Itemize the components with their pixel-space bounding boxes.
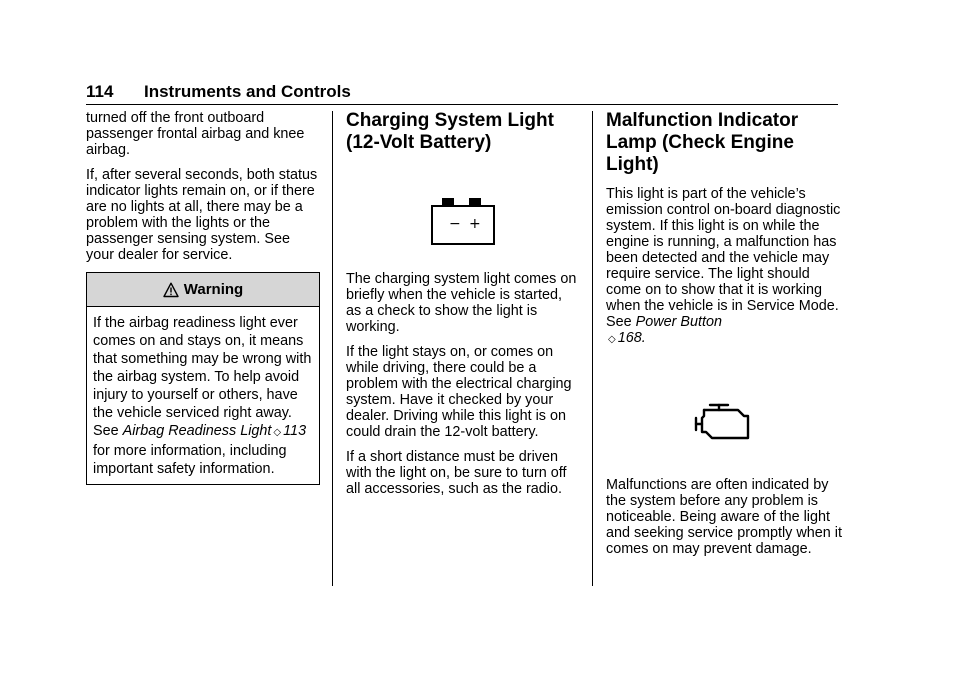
column-divider-1 xyxy=(332,111,333,586)
column-2 xyxy=(346,110,581,506)
column-3 xyxy=(606,110,842,566)
warning-text: If the airbag readiness light ever comes on and stays on, it means that something may be wrong with the airbag system. To help avoid injury to yourself or others, have the vehicle serviced right away. See xyxy=(93,315,312,439)
page-reference[interactable]: 168 xyxy=(617,330,642,346)
page-header xyxy=(86,82,838,102)
section-heading: Malfunction Indicator Lamp (Check Engine Light) xyxy=(606,110,799,175)
punctuation: . xyxy=(641,330,646,346)
warning-box xyxy=(86,272,320,485)
paragraph: Malfunctions are often indicated by the system before any problem is noticeable. Being aware of the light and seeking service promptly when it comes on may prevent damage. xyxy=(606,477,842,557)
battery-minus-symbol: − xyxy=(449,216,461,232)
paragraph: If, after several seconds, both status indicator lights remain on, or if there are no lights at all, there may be a problem with the lights or the passenger sensing system. See your dealer for service. xyxy=(86,167,318,263)
page-reference-icon: ◇ xyxy=(273,427,282,438)
paragraph: If a short distance must be driven with the light on, be sure to turn off all accessories, such as the radio. xyxy=(346,449,567,497)
battery-plus-symbol: + xyxy=(469,216,481,232)
section-title: Instruments and Controls xyxy=(144,82,351,101)
page-reference[interactable]: 113 xyxy=(283,423,307,439)
cross-reference-link[interactable]: Power Button xyxy=(635,314,723,330)
column-1 xyxy=(86,110,320,485)
paragraph: turned off the front outboard passenger frontal airbag and knee airbag. xyxy=(86,110,305,158)
battery-icon xyxy=(431,198,495,246)
warning-title: Warning xyxy=(183,280,244,298)
battery-icon-container xyxy=(346,154,581,271)
page-number: 114 xyxy=(86,82,114,101)
warning-header xyxy=(87,273,319,307)
paragraph: The charging system light comes on briefly when the vehicle is started, as a check to show the light is working. xyxy=(346,271,577,335)
section-heading: Charging System Light (12-Volt Battery) xyxy=(346,110,554,153)
warning-text: for more information, including important safety information. xyxy=(93,443,287,477)
paragraph-text: This light is part of the vehicle’s emission control on-board diagnostic system. If this light is on while the engine is running, a malfunction has been detected and the vehicle may require service. The light should come on to show that it is working when the vehicle is in Service Mode. See xyxy=(606,186,841,330)
warning-icon xyxy=(163,282,179,298)
page-reference-icon: ◇ xyxy=(608,334,616,345)
engine-icon-container xyxy=(606,357,842,477)
engine-icon xyxy=(690,400,754,444)
header-rule xyxy=(86,104,838,105)
cross-reference-link[interactable]: Airbag Readiness Light xyxy=(122,423,272,439)
warning-body xyxy=(87,307,319,484)
paragraph: If the light stays on, or comes on while driving, there could be a problem with the electrical charging system. Have it checked by your dealer. Driving while this light is on could drain the 12-volt battery. xyxy=(346,344,572,440)
column-divider-2 xyxy=(592,111,593,586)
paragraph xyxy=(606,186,842,348)
